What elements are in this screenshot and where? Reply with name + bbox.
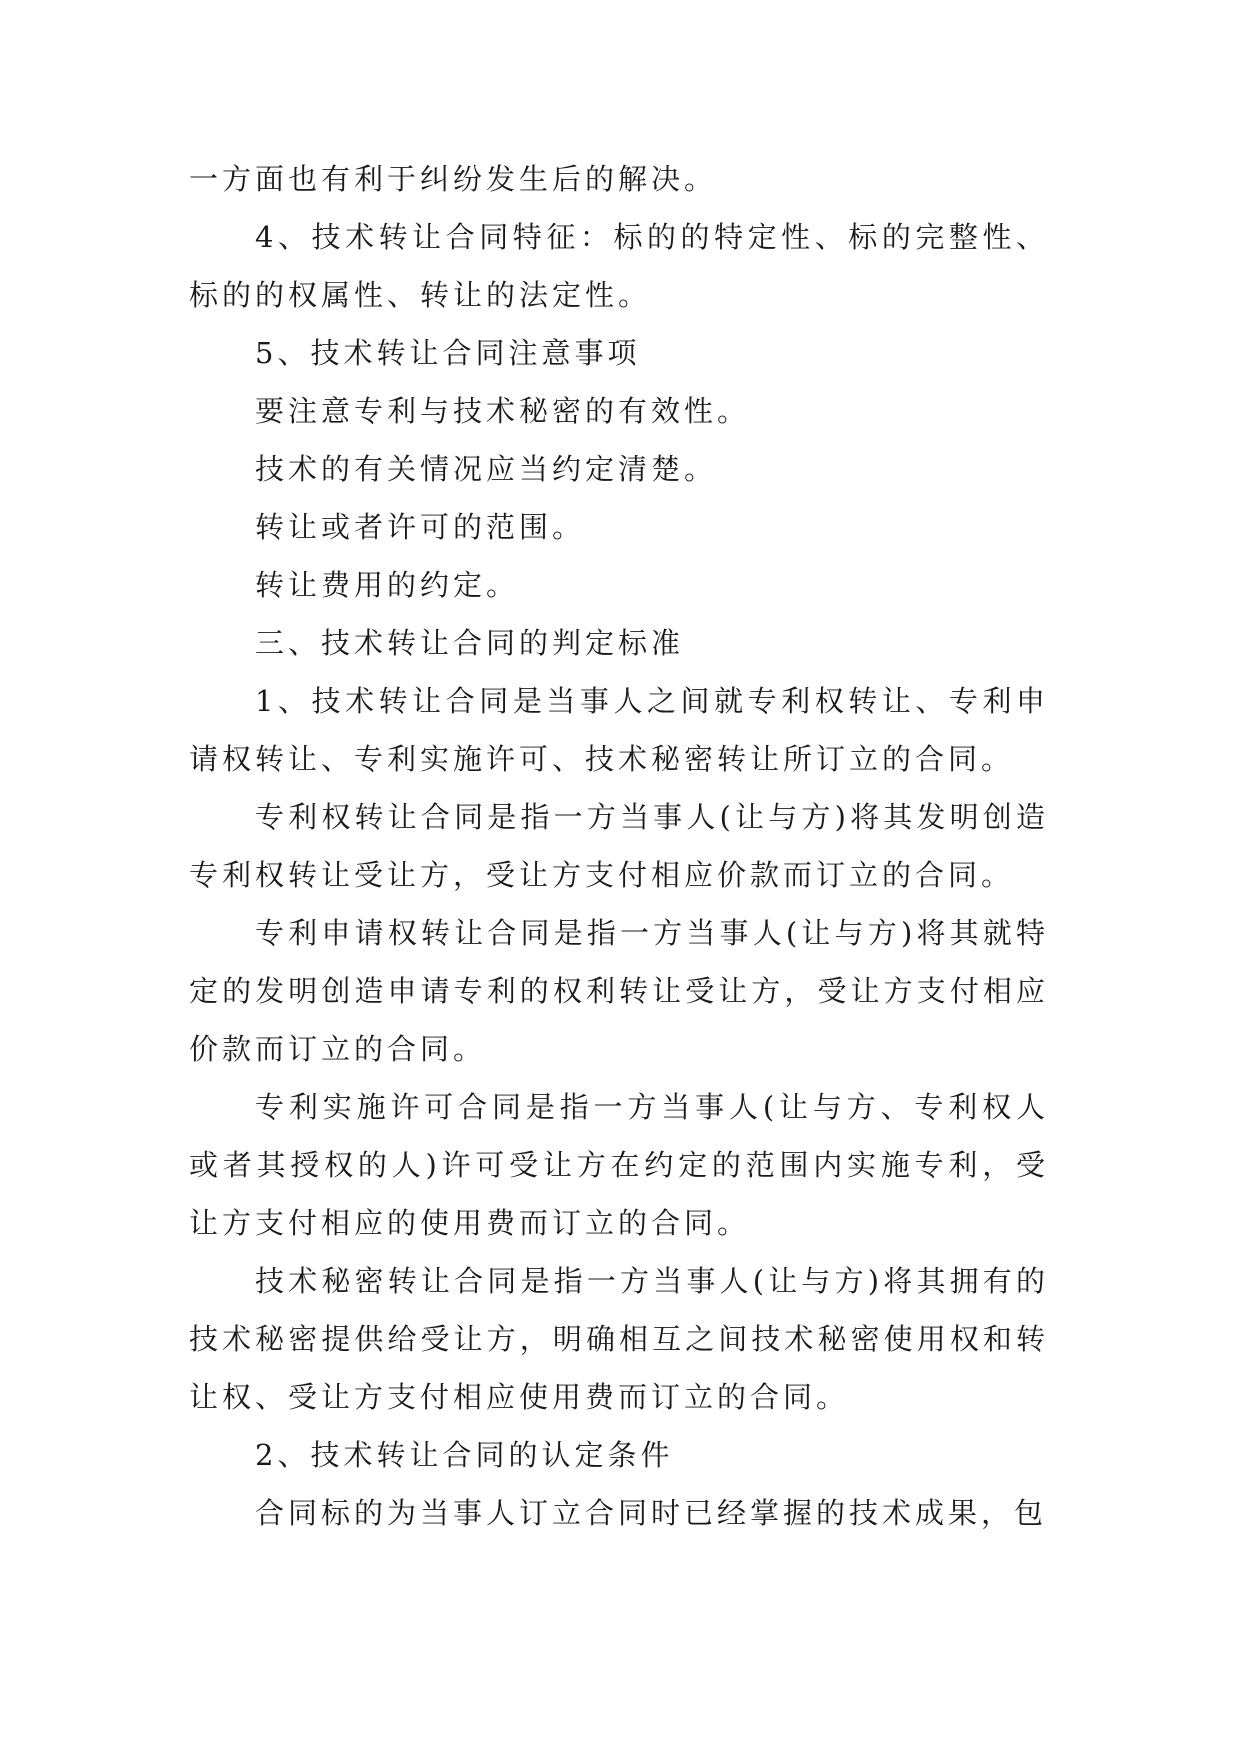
heading-contract-notes: 5、技术转让合同注意事项 xyxy=(255,336,641,370)
paragraph-contract-features: 4、技术转让合同特征：标的的特定性、标的完整性、标的的权属性、转让的法定性。 xyxy=(189,220,1049,312)
paragraph-technical-details: 技术的有关情况应当约定清楚。 xyxy=(255,452,718,486)
paragraph-scope: 转让或者许可的范围。 xyxy=(255,510,586,544)
paragraph-contract-subject: 合同标的为当事人订立合同时已经掌握的技术成果，包 xyxy=(255,1496,1048,1530)
paragraph-validity: 要注意专利与技术秘密的有效性。 xyxy=(255,394,751,428)
heading-identification-conditions: 2、技术转让合同的认定条件 xyxy=(255,1438,674,1472)
paragraph-patent-application-transfer: 专利申请权转让合同是指一方当事人(让与方)将其就特定的发明创造申请专利的权利转让受让方，受让方支付相应价款而订立的合同。 xyxy=(189,916,1049,1066)
paragraph-definition: 1、技术转让合同是当事人之间就专利权转让、专利申请权转让、专利实施许可、技术秘密转让所订立的合同。 xyxy=(189,684,1049,776)
paragraph-patent-license: 专利实施许可合同是指一方当事人(让与方、专利权人或者其授权的人)许可受让方在约定的范围内实施专利，受让方支付相应的使用费而订立的合同。 xyxy=(189,1090,1049,1240)
paragraph-patent-transfer: 专利权转让合同是指一方当事人(让与方)将其发明创造专利权转让受让方，受让方支付相应价款而订立的合同。 xyxy=(189,800,1049,892)
paragraph-secret-transfer: 技术秘密转让合同是指一方当事人(让与方)将其拥有的技术秘密提供给受让方，明确相互之间技术秘密使用权和转让权、受让方支付相应使用费而订立的合同。 xyxy=(189,1264,1049,1414)
paragraph-fees: 转让费用的约定。 xyxy=(255,568,520,602)
document-body xyxy=(189,150,1049,1542)
heading-judgment-standard: 三、技术转让合同的判定标准 xyxy=(255,626,685,660)
paragraph-continuation: 一方面也有利于纠纷发生后的解决。 xyxy=(189,162,718,196)
